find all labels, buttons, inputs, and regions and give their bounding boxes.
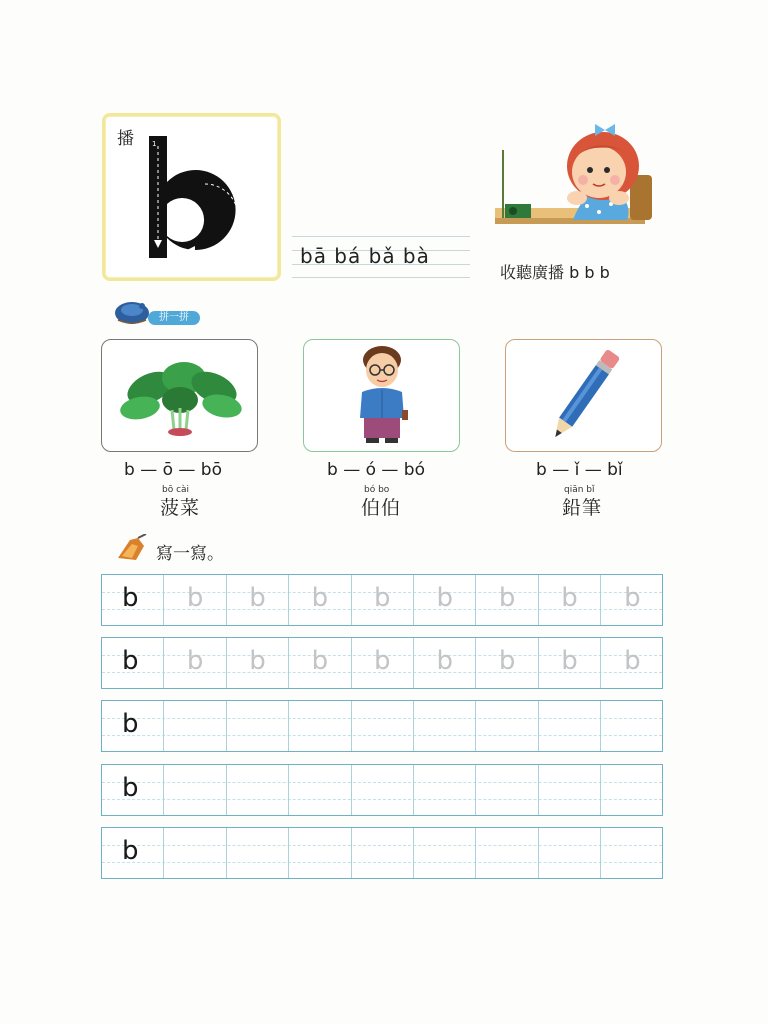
spinach-icon (102, 340, 257, 451)
spell-uncle: b — ó — bó (327, 460, 425, 480)
listen-caption: 收聽廣播 b b b (500, 263, 610, 282)
trace-letter: b (311, 583, 329, 613)
practice-cell[interactable] (601, 701, 663, 751)
trace-letter: b (374, 646, 391, 676)
practice-cell[interactable] (476, 828, 538, 878)
model-letter: b (122, 583, 139, 613)
practice-cell[interactable] (289, 701, 351, 751)
practice-cell[interactable] (164, 765, 226, 815)
practice-row (101, 637, 663, 689)
practice-cell[interactable] (227, 701, 289, 751)
practice-cell[interactable] (289, 765, 351, 815)
spell-section-label: 拼一拼 (148, 311, 200, 325)
practice-cell[interactable] (476, 765, 538, 815)
practice-cell[interactable] (601, 828, 663, 878)
spell-pencil: b — ǐ — bǐ (536, 460, 623, 480)
trace-letter: b (311, 646, 329, 676)
tone-syllables: bā bá bǎ bà (300, 244, 430, 268)
practice-cell[interactable] (601, 638, 663, 688)
trace-letter: b (498, 583, 516, 613)
letter-card (102, 113, 281, 281)
practice-cell[interactable] (164, 638, 226, 688)
picture-card-spinach (101, 339, 258, 452)
pinyin-pencil: qiān bǐ (564, 485, 595, 495)
trace-letter: b (436, 583, 453, 613)
practice-cell[interactable] (539, 765, 601, 815)
model-letter: b (122, 836, 139, 866)
practice-row (101, 700, 663, 752)
practice-cell[interactable] (352, 638, 414, 688)
practice-row (101, 827, 663, 879)
practice-cell[interactable] (539, 828, 601, 878)
trace-letter: b (624, 583, 641, 613)
practice-cell[interactable] (289, 828, 351, 878)
trace-letter: b (374, 583, 391, 613)
hanzi-pencil: 鉛筆 (562, 497, 603, 519)
practice-cell[interactable] (476, 701, 538, 751)
card-character: 播 (117, 129, 134, 149)
practice-cell[interactable] (164, 701, 226, 751)
practice-cell[interactable] (414, 701, 476, 751)
practice-cell[interactable] (289, 575, 351, 625)
practice-cell[interactable] (601, 765, 663, 815)
practice-cell[interactable] (352, 701, 414, 751)
practice-cell[interactable] (102, 638, 164, 688)
svg-text:2: 2 (209, 174, 214, 182)
practice-cell[interactable] (164, 575, 226, 625)
trace-letter: b (561, 646, 578, 676)
trace-letter: b (249, 583, 266, 613)
pencil-icon (506, 340, 661, 451)
trace-letter: b (624, 646, 641, 676)
girl-radio-illustration (495, 120, 655, 245)
write-section-label: 寫一寫。 (156, 544, 224, 564)
practice-cell[interactable] (601, 575, 663, 625)
spell-spinach: b — ō — bō (124, 460, 222, 480)
svg-text:1: 1 (152, 140, 157, 148)
practice-cell[interactable] (227, 575, 289, 625)
trace-letter: b (249, 646, 266, 676)
picture-card-uncle (303, 339, 460, 452)
practice-cell[interactable] (164, 828, 226, 878)
practice-cell[interactable] (414, 765, 476, 815)
model-letter: b (122, 773, 139, 803)
pinyin-spinach: bō cài (162, 485, 190, 495)
pinyin-uncle: bó bo (364, 485, 390, 495)
model-letter: b (122, 709, 139, 739)
practice-cell[interactable] (539, 575, 601, 625)
practice-row (101, 574, 663, 626)
practice-cell[interactable] (102, 765, 164, 815)
practice-cell[interactable] (414, 575, 476, 625)
practice-cell[interactable] (289, 638, 351, 688)
practice-cell[interactable] (352, 575, 414, 625)
trace-letter: b (186, 583, 204, 613)
uncle-icon (304, 340, 459, 451)
practice-cell[interactable] (414, 828, 476, 878)
stroke-order-letter-b (143, 132, 253, 262)
practice-cell[interactable] (352, 828, 414, 878)
practice-cell[interactable] (414, 638, 476, 688)
trace-letter: b (498, 646, 516, 676)
picture-card-pencil (505, 339, 662, 452)
trace-letter: b (561, 583, 578, 613)
practice-cell[interactable] (227, 828, 289, 878)
model-letter: b (122, 646, 139, 676)
practice-cell[interactable] (539, 638, 601, 688)
practice-cell[interactable] (102, 701, 164, 751)
trace-letter: b (186, 646, 204, 676)
practice-cell[interactable] (352, 765, 414, 815)
practice-cell[interactable] (227, 638, 289, 688)
hanzi-uncle: 伯伯 (361, 497, 402, 519)
hanzi-spinach: 菠菜 (160, 497, 201, 519)
practice-cell[interactable] (539, 701, 601, 751)
trace-letter: b (436, 646, 453, 676)
practice-row (101, 764, 663, 816)
practice-cell[interactable] (227, 765, 289, 815)
writing-hand-icon (114, 534, 148, 564)
practice-cell[interactable] (476, 638, 538, 688)
practice-cell[interactable] (102, 575, 164, 625)
practice-cell[interactable] (476, 575, 538, 625)
practice-cell[interactable] (102, 828, 164, 878)
